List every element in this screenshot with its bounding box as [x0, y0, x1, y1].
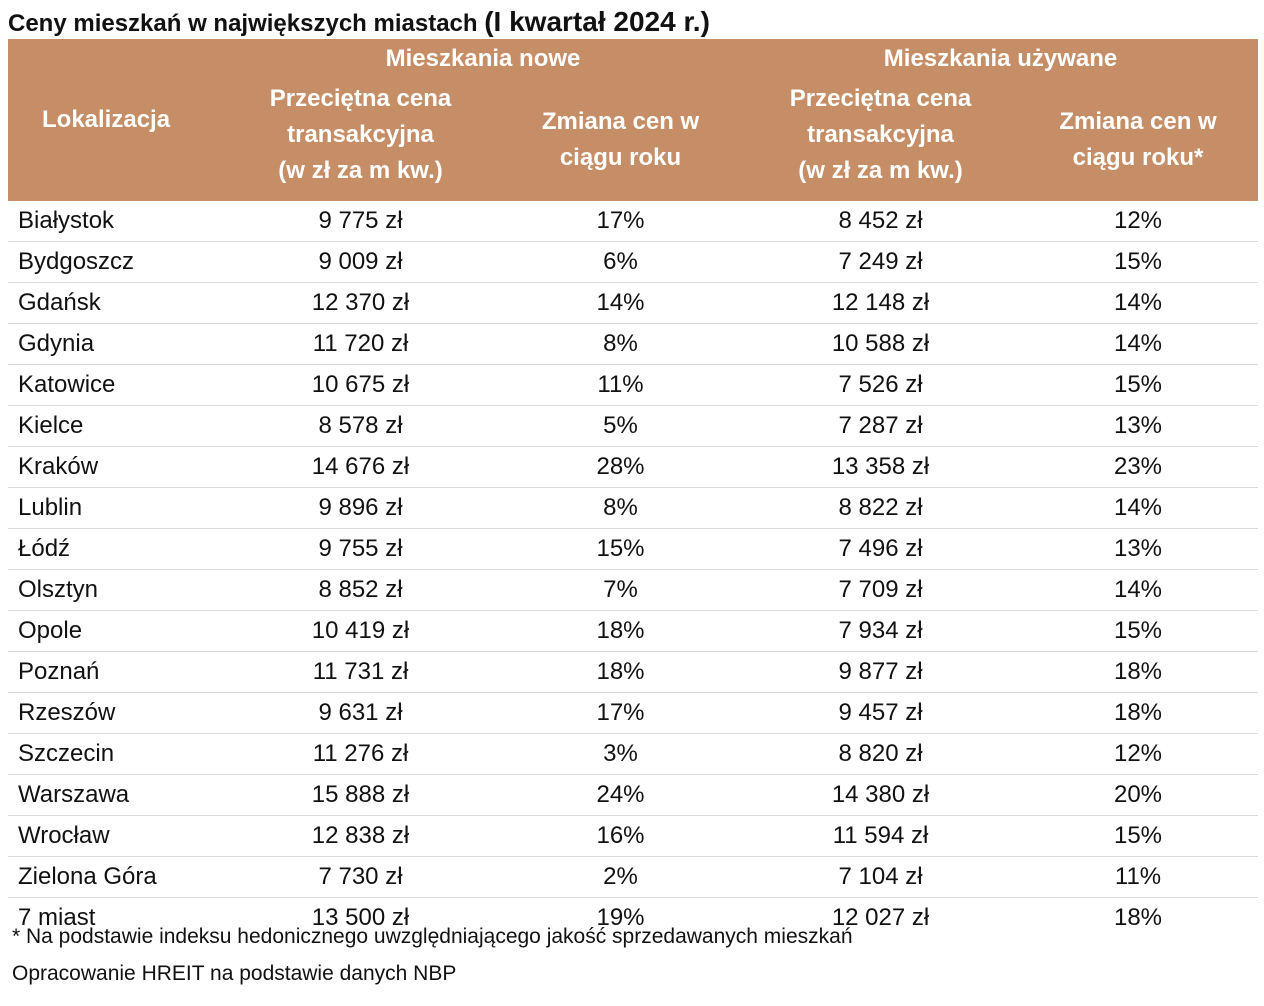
cell-new-price: 13 500 zł [311, 904, 410, 931]
cell-city: Kraków [8, 447, 223, 488]
table-row [8, 693, 1258, 734]
cell-used-price: 9 457 zł [743, 693, 1018, 734]
cell-new-price: 9 896 zł [223, 488, 498, 529]
cell-used-price: 13 358 zł [743, 447, 1018, 488]
cell-new-change: 8% [498, 324, 743, 365]
cell-city: 7 miast [18, 904, 96, 931]
cell-new-change: 8% [498, 488, 743, 529]
table-row [8, 365, 1258, 406]
header-group-new: Mieszkania nowe [223, 39, 743, 79]
cell-new-price: 11 276 zł [223, 734, 498, 775]
header-new-change-line1: Zmiana cen w [541, 108, 700, 135]
cell-new-change: 17% [498, 201, 743, 242]
cell-city: Warszawa [8, 775, 223, 816]
table-row [8, 283, 1258, 324]
header-new-price-line3: (w zł za m kw.) [278, 157, 443, 184]
cell-used-price: 14 380 zł [743, 775, 1018, 816]
cell-city: Lublin [8, 488, 223, 529]
cell-used-change: 14% [1018, 283, 1258, 324]
table-row [8, 775, 1258, 816]
cell-used-price: 7 287 zł [743, 406, 1018, 447]
header-used-price-line2: transakcyjna [807, 121, 954, 148]
cell-new-change: 2% [498, 857, 743, 898]
page-title [8, 6, 710, 40]
cell-used-price: 8 452 zł [743, 201, 1018, 242]
header-new-price-line2: transakcyjna [287, 121, 434, 148]
cell-used-change: 20% [1018, 775, 1258, 816]
cell-used-change: 23% [1018, 447, 1258, 488]
table-row [8, 652, 1258, 693]
cell-used-price: 8 822 zł [743, 488, 1018, 529]
cell-new-price: 12 838 zł [223, 816, 498, 857]
cell-new-change: 15% [498, 529, 743, 570]
cell-city: Wrocław [8, 816, 223, 857]
table-row [8, 406, 1258, 447]
cell-new-price: 12 370 zł [223, 283, 498, 324]
cell-new-price: 15 888 zł [223, 775, 498, 816]
cell-new-price: 10 675 zł [223, 365, 498, 406]
cell-new-change: 18% [498, 611, 743, 652]
table-row [8, 324, 1258, 365]
table-row [8, 570, 1258, 611]
cell-used-change: 12% [1018, 734, 1258, 775]
header-new-change-line2: ciągu roku [559, 144, 682, 171]
cell-new-price: 11 731 zł [223, 652, 498, 693]
cell-used-change: 15% [1018, 611, 1258, 652]
cell-new-price: 11 720 zł [223, 324, 498, 365]
cell-used-price: 9 877 zł [743, 652, 1018, 693]
cell-used-price: 7 934 zł [743, 611, 1018, 652]
table-row [8, 488, 1258, 529]
cell-used-price: 7 526 zł [743, 365, 1018, 406]
price-table [8, 39, 1258, 938]
cell-used-price: 7 104 zł [743, 857, 1018, 898]
cell-used-change: 14% [1018, 324, 1258, 365]
cell-used-change: 18% [1018, 652, 1258, 693]
header-new-price-line1: Przeciętna cena [269, 85, 452, 112]
header-new-price [223, 79, 498, 201]
cell-city: Olsztyn [8, 570, 223, 611]
cell-city: Rzeszów [8, 693, 223, 734]
header-group-used: Mieszkania używane [743, 39, 1258, 79]
cell-used-change: 13% [1018, 529, 1258, 570]
header-location: Lokalizacja [8, 39, 223, 201]
cell-city: Białystok [8, 201, 223, 242]
cell-new-price: 14 676 zł [223, 447, 498, 488]
cell-used-price: 12 027 zł [831, 904, 930, 931]
header-used-change-line2: ciągu roku* [1072, 144, 1204, 171]
cell-new-change: 11% [498, 365, 743, 406]
cell-new-price: 9 755 zł [223, 529, 498, 570]
table-row [8, 611, 1258, 652]
cell-new-price: 8 852 zł [223, 570, 498, 611]
cell-new-change: 16% [498, 816, 743, 857]
cell-new-change: 3% [498, 734, 743, 775]
table-row [8, 447, 1258, 488]
cell-city: Kielce [8, 406, 223, 447]
table-row [8, 816, 1258, 857]
cell-used-price: 11 594 zł [743, 816, 1018, 857]
cell-city: Bydgoszcz [8, 242, 223, 283]
table-row [8, 201, 1258, 242]
cell-used-change: 15% [1018, 816, 1258, 857]
cell-new-change: 14% [498, 283, 743, 324]
table-body [8, 201, 1258, 938]
table-header [8, 39, 1258, 201]
cell-new-change: 18% [498, 652, 743, 693]
cell-used-change: 14% [1018, 488, 1258, 529]
cell-used-change: 18% [1018, 693, 1258, 734]
table-row [8, 734, 1258, 775]
cell-new-change: 5% [498, 406, 743, 447]
cell-new-change: 7% [498, 570, 743, 611]
header-group-row [8, 39, 1258, 79]
cell-city: Gdańsk [8, 283, 223, 324]
header-used-change-line1: Zmiana cen w [1059, 108, 1217, 135]
cell-city: Gdynia [8, 324, 223, 365]
header-used-price-line3: (w zł za m kw.) [798, 157, 963, 184]
cell-city: Zielona Góra [8, 857, 223, 898]
cell-used-price: 7 709 zł [743, 570, 1018, 611]
cell-new-change: 19% [596, 904, 645, 931]
cell-used-change: 13% [1018, 406, 1258, 447]
cell-new-price: 10 419 zł [223, 611, 498, 652]
cell-used-change: 11% [1018, 857, 1258, 898]
cell-used-price: 10 588 zł [743, 324, 1018, 365]
table-row [8, 529, 1258, 570]
header-used-change [1018, 79, 1258, 201]
table-row [8, 242, 1258, 283]
cell-used-price: 7 249 zł [743, 242, 1018, 283]
cell-used-change: 15% [1018, 365, 1258, 406]
cell-new-price: 9 631 zł [223, 693, 498, 734]
cell-new-change: 6% [498, 242, 743, 283]
cell-used-price: 12 148 zł [743, 283, 1018, 324]
cell-city: Łódź [8, 529, 223, 570]
cell-city: Poznań [8, 652, 223, 693]
header-used-price-line1: Przeciętna cena [789, 85, 972, 112]
source-note: Opracowanie HREIT na podstawie danych NBP [12, 962, 457, 985]
cell-used-change: 12% [1018, 201, 1258, 242]
title-period: (I kwartał 2024 r.) [484, 6, 710, 37]
footnote: * Na podstawie indeksu hedonicznego uwzględniającego jakość sprzedawanych mieszkań [12, 925, 853, 948]
cell-used-change: 15% [1018, 242, 1258, 283]
cell-new-price: 9 009 zł [223, 242, 498, 283]
header-new-change [498, 79, 743, 201]
cell-used-price: 7 496 zł [743, 529, 1018, 570]
header-used-price [743, 79, 1018, 201]
cell-used-price: 8 820 zł [743, 734, 1018, 775]
cell-new-price: 9 775 zł [223, 201, 498, 242]
cell-new-change: 24% [498, 775, 743, 816]
price-table-container [8, 39, 1258, 938]
cell-new-price: 8 578 zł [223, 406, 498, 447]
table-row [8, 857, 1258, 898]
cell-city: Szczecin [8, 734, 223, 775]
cell-new-change: 17% [498, 693, 743, 734]
cell-new-change: 28% [498, 447, 743, 488]
cell-city: Katowice [8, 365, 223, 406]
cell-used-change: 14% [1018, 570, 1258, 611]
cell-city: Opole [8, 611, 223, 652]
cell-new-price: 7 730 zł [223, 857, 498, 898]
cell-used-change: 18% [1113, 904, 1163, 931]
title-main: Ceny mieszkań w największych miastach [8, 10, 478, 37]
